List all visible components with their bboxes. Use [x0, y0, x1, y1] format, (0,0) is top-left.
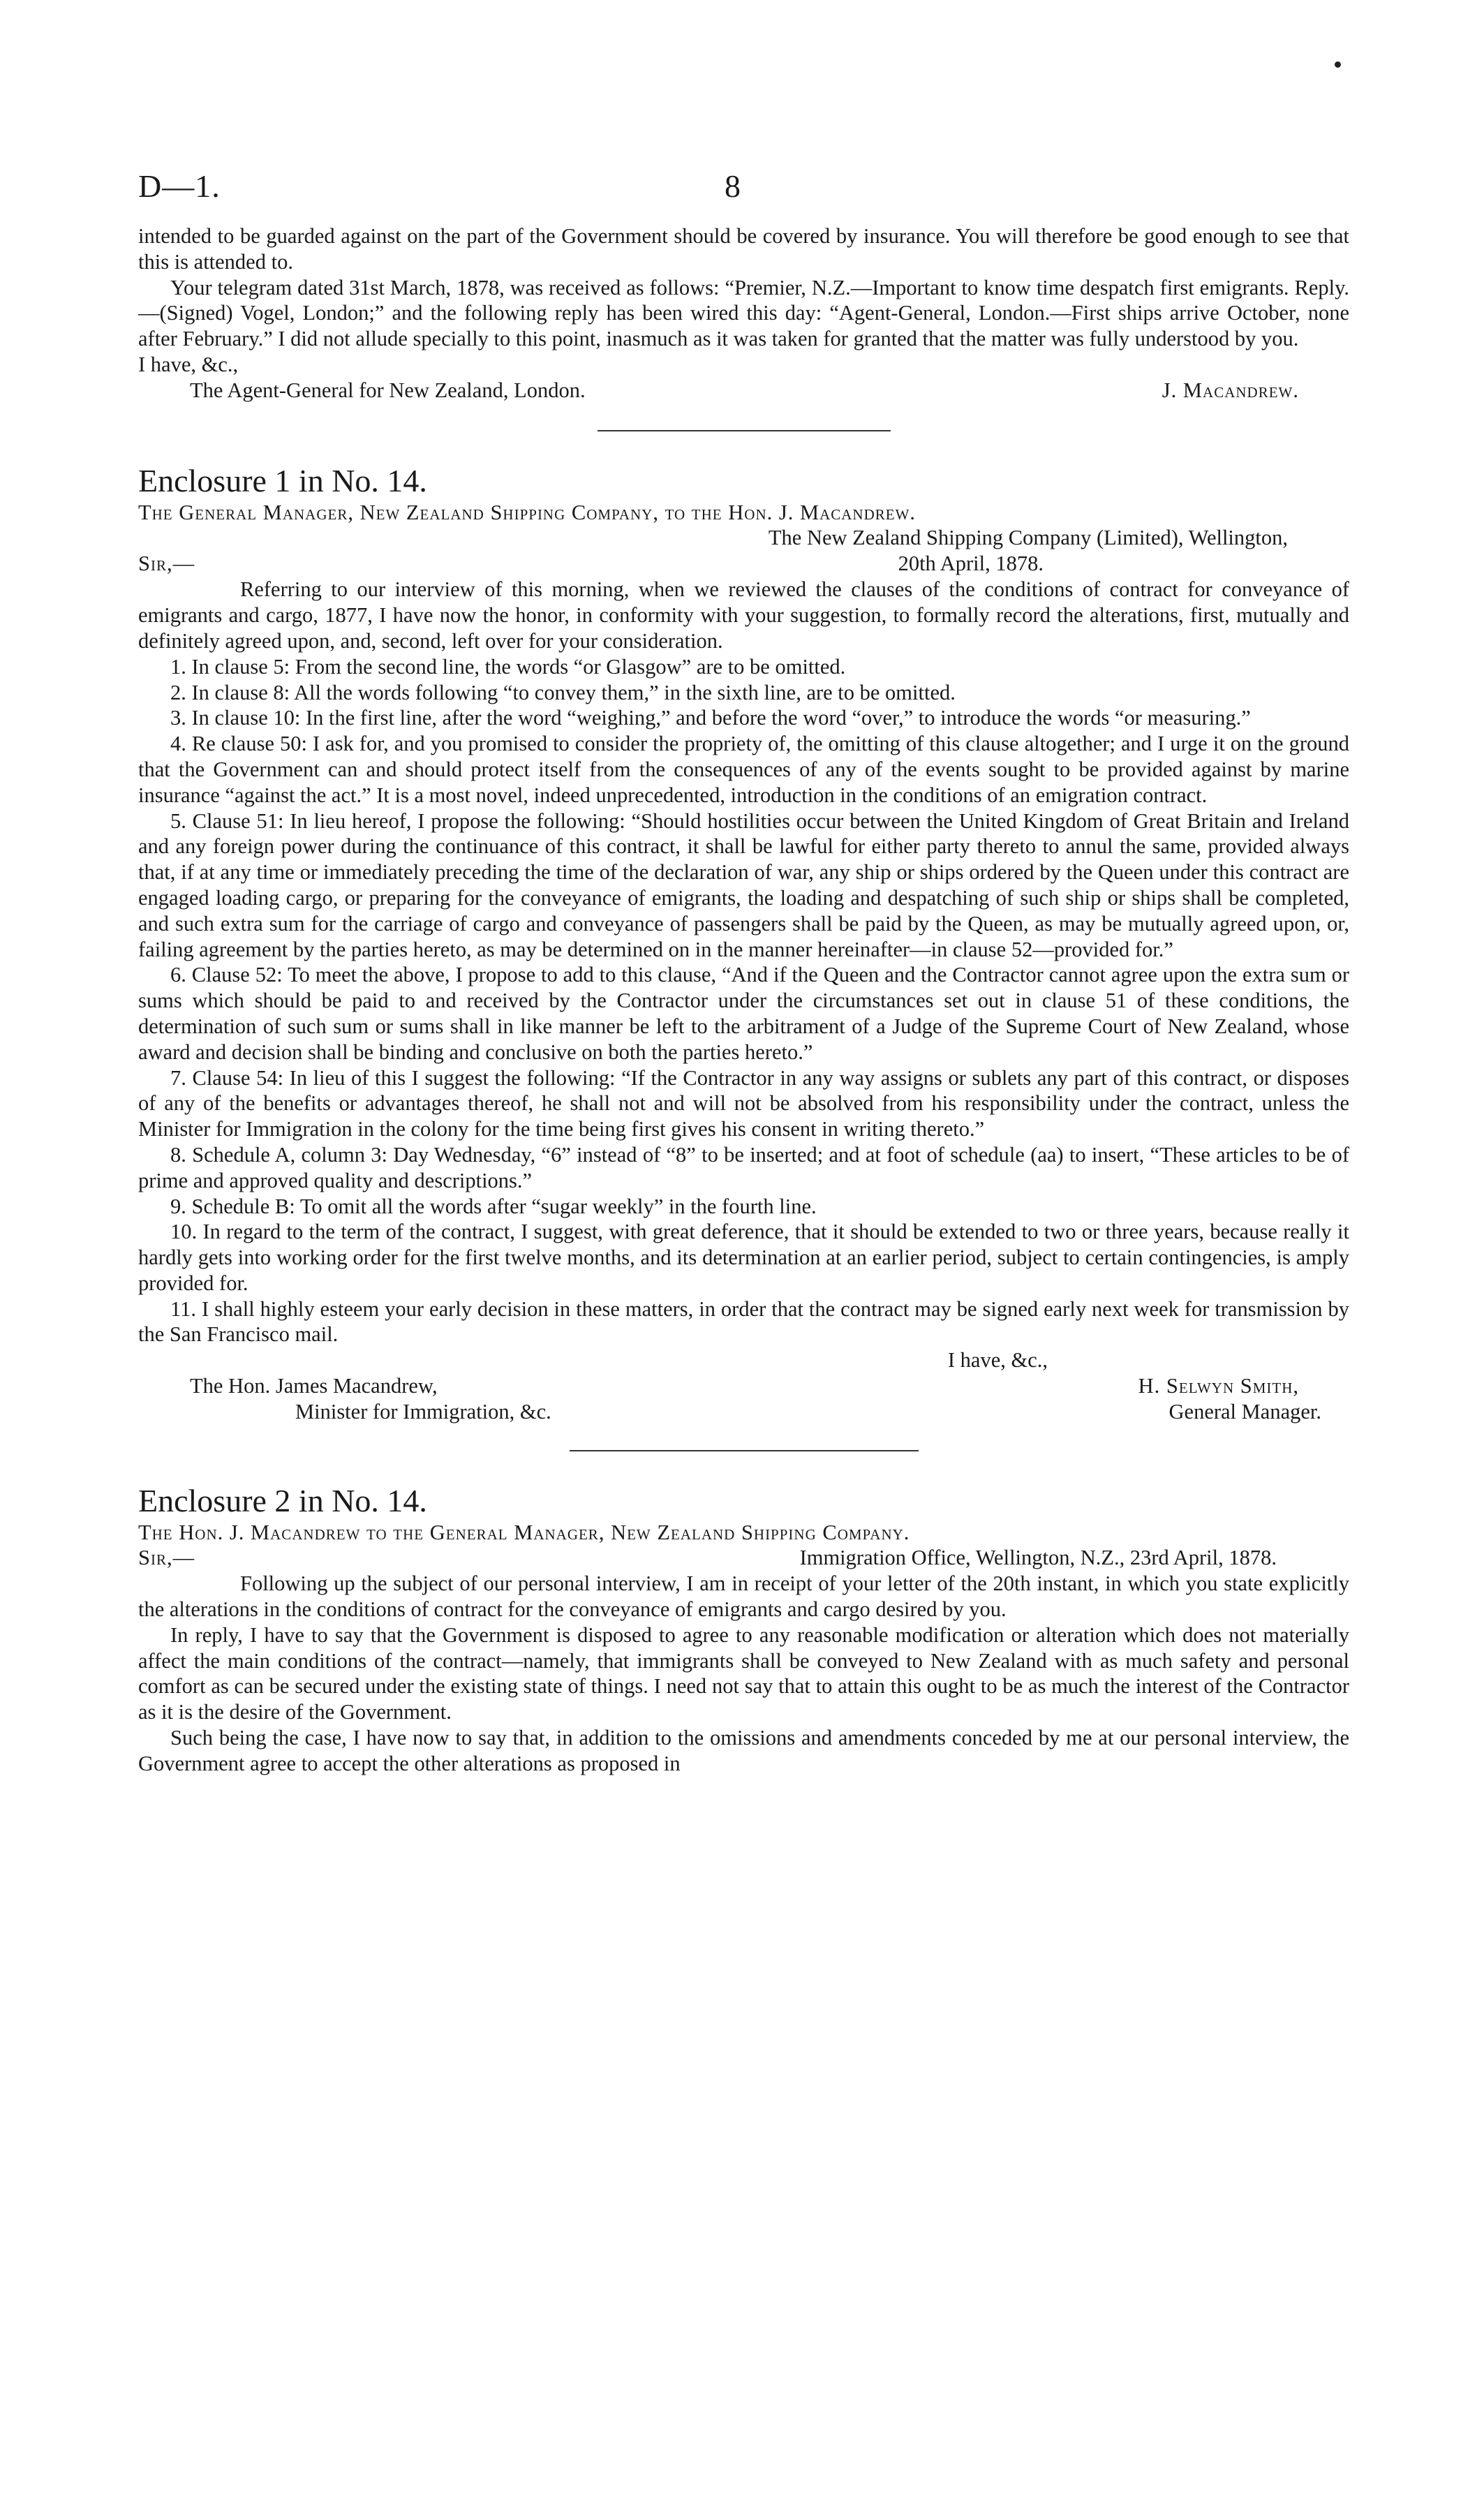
enclosure-subtitle: The Hon. J. Macandrew to the General Manager, New Zealand Shipping Company. — [138, 1520, 910, 1544]
letter-paragraph: Following up the subject of our personal interview, I am in receipt of your letter of the 20th instant, in which you state explicitly the alterations in the conditions of contract for the conveyance of emigrants and cargo desired by you. — [138, 1572, 1349, 1622]
letter-signatory: J. Macandrew. — [1162, 378, 1299, 402]
enclosure-signature-row — [138, 1399, 1349, 1425]
sender-address: The New Zealand Shipping Company (Limited), Wellington, — [768, 526, 1288, 550]
list-item: 9. Schedule B: To omit all the words after “sugar weekly” in the fourth line. — [170, 1194, 817, 1218]
enclosure-2 — [138, 1482, 1349, 1777]
enclosure-address-line — [138, 1545, 1349, 1571]
page-content — [138, 223, 1349, 1777]
enclosure-addressee-title: Minister for Immigration, &c. — [295, 1399, 551, 1423]
letter-signature-row — [138, 378, 1349, 404]
sender-address: Immigration Office, Wellington, N.Z., 23rd April, 1878. — [799, 1546, 1277, 1570]
page-number: 8 — [725, 168, 741, 204]
list-item: 5. Clause 51: In lieu hereof, I propose the following: “Should hostilities occur between the United Kingdom of Great Britain and Ireland and any foreign power during the continuance of this contract, it shall be lawful for either party thereto to annul the same, provided always that, if at any time or immediately preceding the time of the declaration of war, any ship or ships ordered by the Queen under this contract are engaged loading cargo, or preparing for the conveyance of emigrants, the loading and despatching of such ship or ships shall be completed, and such extra sum for the carriage of cargo and conveyance of passengers shall be paid by the Queen, as may be mutually agreed upon, or, failing agreement by the parties hereto, as may be determined on in the manner hereinafter—in clause 52—provided for.” — [138, 808, 1349, 961]
list-item: 7. Clause 54: In lieu of this I suggest the following: “If the Contractor in any way assigns or sublets any part of this contract, or disposes of any of the benefits or advantages thereof, he shall not and will not be absolved from his responsibility under the contract, unless the Minister for Immigration in the colony for the time being first gives his consent in writing thereto.” — [138, 1065, 1349, 1141]
ink-dot — [1335, 61, 1341, 68]
list-item: 3. In clause 10: In the first line, after the word “weighing,” and before the word “over,” to introduce the words “or measuring.” — [170, 706, 1251, 730]
page-header — [138, 168, 1349, 209]
enclosure-signatory-name: H. Selwyn Smith, — [1138, 1374, 1299, 1398]
letter-addressee: The Agent-General for New Zealand, London. — [190, 378, 586, 402]
enclosure-subtitle: The General Manager, New Zealand Shipping Company, to the Hon. J. Macandrew. — [138, 500, 917, 524]
list-item: 1. In clause 5: From the second line, the words “or Glasgow” are to be omitted. — [170, 654, 846, 679]
letter-date: 20th April, 1878. — [898, 552, 1044, 576]
enclosure-signatory-title: General Manager. — [1168, 1399, 1321, 1423]
enclosure-signature-row — [138, 1373, 1349, 1399]
section-divider — [570, 1450, 919, 1451]
enclosure-intro: Referring to our interview of this morning, when we reviewed the clauses of the conditions of contract for conveyance of emigrants and cargo, 1877, I have now the honor, in conformity with your suggestion, to formally record the alterations, first, mutually and definitely agreed upon, and, second, left over for your consideration. — [138, 577, 1349, 653]
list-item: 6. Clause 52: To meet the above, I propose to add to this clause, “And if the Queen and the Contractor cannot agree upon the extra sum or sums which should be paid to and received by the Contractor under the circumstances set out in clause 51 of these conditions, the determination of such sum or sums shall in like manner be left to the arbitrament of a Judge of the Supreme Court of New Zealand, whose award and decision shall be binding and conclusive on both the parties hereto.” — [138, 963, 1349, 1064]
enclosure-1 — [138, 462, 1349, 1425]
enclosure-title: Enclosure 1 in No. 14. — [138, 462, 427, 498]
enclosure-title: Enclosure 2 in No. 14. — [138, 1482, 427, 1518]
list-item: 4. Re clause 50: I ask for, and you promised to consider the propriety of, the omitting of this clause altogether; and I urge it on the ground that the Government can and should protect itself from the consequences of any of the events sought to be provided against by marine insurance “against the act.” It is a most novel, indeed unprecedented, introduction in the conditions of an emigration contract. — [138, 732, 1349, 807]
letter-paragraph: intended to be guarded against on the part of the Government should be covered by insurance. You will therefore be good enough to see that this is attended to. — [138, 224, 1349, 274]
list-item: 8. Schedule A, column 3: Day Wednesday, “6” instead of “8” to be inserted; and at foot of schedule (aa) to insert, “These articles to be of prime and approved quality and descriptions.” — [138, 1142, 1349, 1192]
page-reference: D—1. — [138, 168, 221, 204]
section-divider — [598, 430, 891, 431]
letter-closing: I have, &c., — [138, 352, 239, 376]
enclosure-closing: I have, &c., — [947, 1348, 1048, 1373]
list-item: 2. In clause 8: All the words following “to convey them,” in the sixth line, are to be omitted. — [170, 680, 956, 704]
letter-paragraph: Your telegram dated 31st March, 1878, was received as follows: “Premier, N.Z.—Important to know time despatch first emigrants. Reply.—(Signed) Vogel, London;” and the following reply has been wired this day: “Agent-General, London.—First ships arrive October, none after February.” I did not allude specially to this point, inasmuch as it was taken for granted that the matter was fully understood by you. — [138, 275, 1349, 351]
letter-paragraph: In reply, I have to say that the Government is disposed to agree to any reasonable modification or alteration which does not materially affect the main conditions of the contract—namely, that immigrants shall be conveyed to New Zealand with as much safety and personal comfort as can be secured under the existing state of things. I need not say that to attain this ought to be as much the interest of the Contractor as it is the desire of the Government. — [138, 1622, 1349, 1724]
enclosure-addressee-name: The Hon. James Macandrew, — [190, 1374, 438, 1398]
salutation: Sir,— — [138, 1546, 195, 1570]
salutation: Sir,— — [138, 552, 195, 576]
letter-paragraph: Such being the case, I have now to say that, in addition to the omissions and amendments conceded by me at our personal interview, the Government agree to accept the other alterations as proposed in — [138, 1726, 1349, 1775]
enclosure-address-block — [138, 525, 1349, 577]
list-item: 10. In regard to the term of the contract, I suggest, with great deference, that it should be extended to two or three years, because really it hardly gets into working order for the first twelve months, and its determination at an earlier period, subject to certain contingencies, is amply provided for. — [138, 1220, 1349, 1295]
list-item: 11. I shall highly esteem your early decision in these matters, in order that the contract may be signed early next week for transmission by the San Francisco mail. — [138, 1296, 1349, 1347]
